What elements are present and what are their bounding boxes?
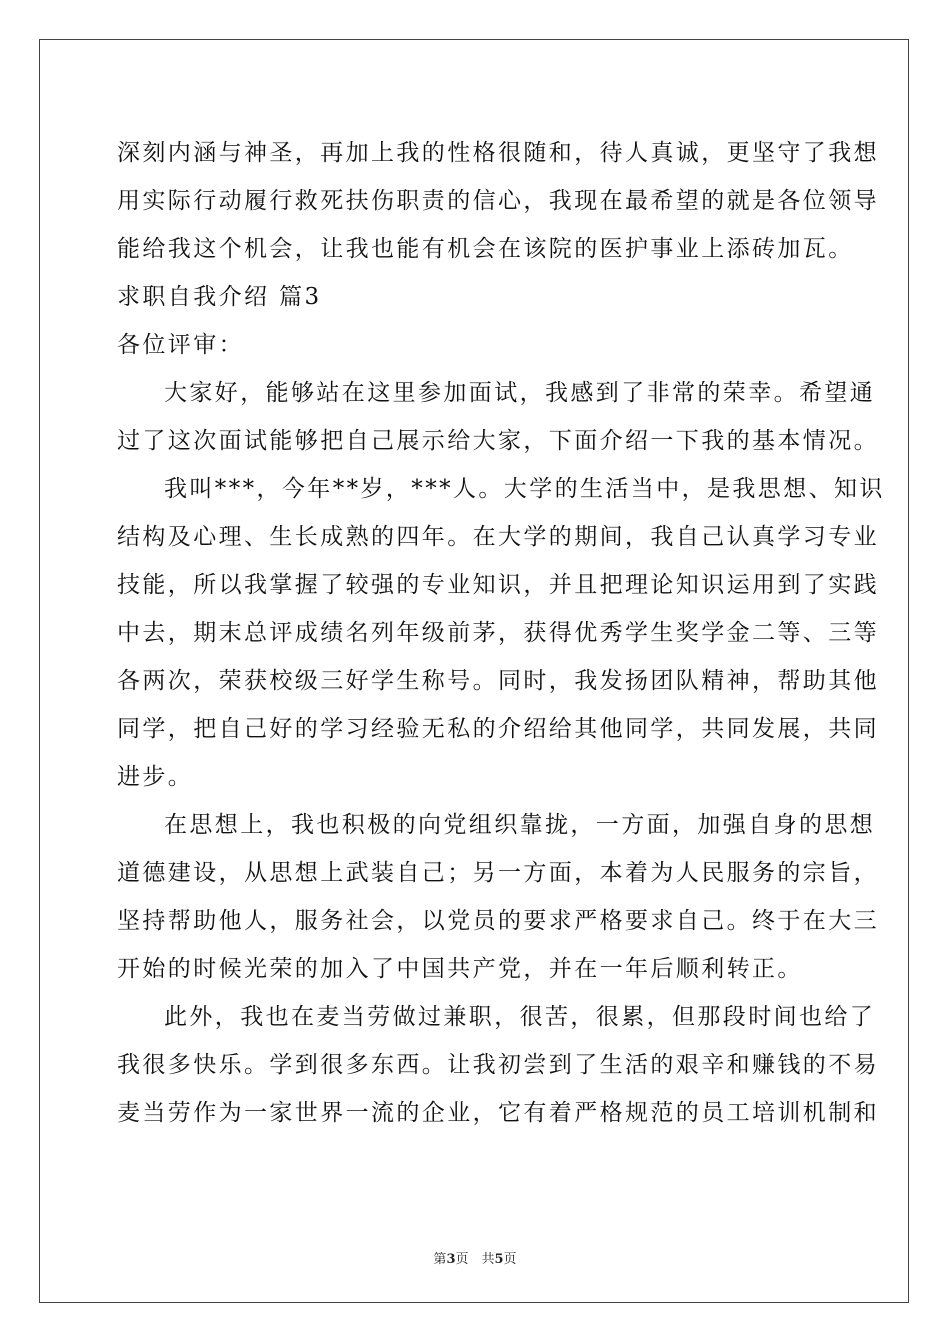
document-body bbox=[117, 129, 885, 1137]
paragraph-line: 结构及心理、生长成熟的四年。在大学的期间，我自己认真学习专业 bbox=[117, 524, 879, 550]
paragraph-line: 能给我这个机会，让我也能有机会在该院的医护事业上添砖加瓦。 bbox=[117, 236, 854, 262]
paragraph-line: 各两次，荣获校级三好学生称号。同时，我发扬团队精神，帮助其他 bbox=[117, 668, 879, 694]
paragraph-line: 用实际行动履行救死扶伤职责的信心，我现在最希望的就是各位领导 bbox=[117, 188, 879, 214]
paragraph-line: 开始的时候光荣的加入了中国共产党，并在一年后顺利转正。 bbox=[117, 956, 803, 982]
paragraph-line: 在思想上，我也积极的向党组织靠拢，一方面，加强自身的思想 bbox=[164, 812, 876, 838]
paragraph-line: 大家好，能够站在这里参加面试，我感到了非常的荣幸。希望通 bbox=[164, 380, 876, 406]
page-current: 3 bbox=[446, 1252, 456, 1267]
page-footer bbox=[0, 1248, 950, 1267]
salutation: 各位评审： bbox=[117, 332, 244, 358]
paragraph-line: 此外，我也在麦当劳做过兼职，很苦，很累，但那段时间也给了 bbox=[164, 1004, 876, 1030]
paragraph-line: 进步。 bbox=[117, 764, 194, 790]
page-total: 5 bbox=[494, 1252, 504, 1267]
page-prefix: 第 bbox=[433, 1252, 447, 1267]
paragraph-line: 坚持帮助他人，服务社会，以党员的要求严格要求自己。终于在大三 bbox=[117, 908, 879, 934]
page-suffix: 页 bbox=[503, 1252, 517, 1267]
paragraph-line: 技能，所以我掌握了较强的专业知识，并且把理论知识运用到了实践 bbox=[117, 572, 879, 598]
page-mid: 页 共 bbox=[455, 1252, 495, 1267]
paragraph-line: 同学，把自己好的学习经验无私的介绍给其他同学，共同发展，共同 bbox=[117, 716, 879, 742]
section-heading: 求职自我介绍 篇3 bbox=[117, 284, 322, 310]
paragraph-line: 中去，期末总评成绩名列年级前茅，获得优秀学生奖学金二等、三等 bbox=[117, 620, 879, 646]
paragraph-line: 道德建设，从思想上武装自己；另一方面，本着为人民服务的宗旨， bbox=[117, 860, 879, 886]
paragraph-line: 我很多快乐。学到很多东西。让我初尝到了生活的艰辛和赚钱的不易 bbox=[117, 1052, 879, 1078]
paragraph-line: 深刻内涵与神圣，再加上我的性格很随和，待人真诚，更坚守了我想 bbox=[117, 140, 879, 166]
paragraph-line: 我叫***，今年**岁，***人。大学的生活当中，是我思想、知识 bbox=[164, 476, 885, 502]
paragraph-line: 麦当劳作为一家世界一流的企业，它有着严格规范的员工培训机制和 bbox=[117, 1100, 879, 1126]
paragraph-line: 过了这次面试能够把自己展示给大家，下面介绍一下我的基本情况。 bbox=[117, 428, 879, 454]
